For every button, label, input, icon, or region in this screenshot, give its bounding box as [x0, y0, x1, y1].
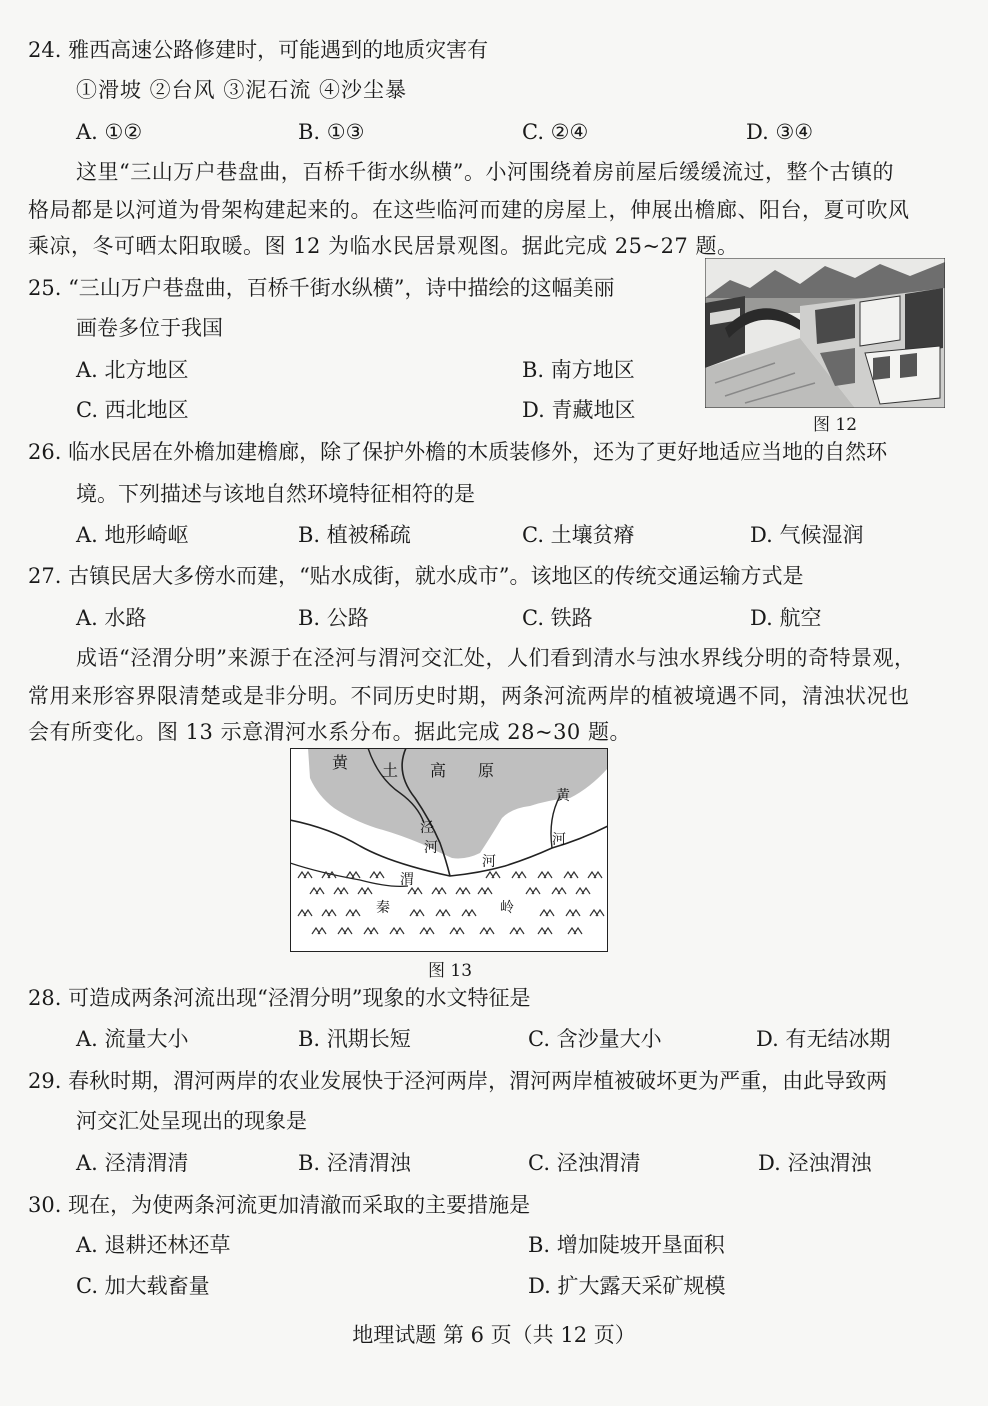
- q24-items: ①滑坡 ②台风 ③泥石流 ④沙尘暴: [76, 78, 408, 102]
- figure-12-riverside-houses-image: [705, 258, 945, 408]
- label-qin: 秦: [376, 900, 390, 916]
- label-wei-he: 河: [482, 854, 496, 870]
- q25-option-c[interactable]: C. 西北地区: [76, 398, 189, 422]
- q24-option-c[interactable]: C. ②④: [522, 120, 589, 144]
- q29-option-d[interactable]: D. 泾浊渭浊: [758, 1151, 872, 1175]
- q26-stem-line-1: 26. 临水民居在外檐加建檐廊，除了保护外檐的木质装修外，还为了更好地适应当地的自然环: [28, 440, 888, 464]
- q25-option-b[interactable]: B. 南方地区: [522, 358, 635, 382]
- passage2-line-1: 成语“泾渭分明”来源于在泾河与渭河交汇处，人们看到清水与浊水界线分明的奇特景观，: [76, 646, 916, 670]
- q25-option-a[interactable]: A. 北方地区: [76, 358, 189, 382]
- q29-stem-line-1: 29. 春秋时期，渭河两岸的农业发展快于泾河两岸，渭河两岸植被破坏更为严重，由此导致两: [28, 1069, 888, 1093]
- q26-option-b[interactable]: B. 植被稀疏: [298, 523, 411, 547]
- label-tu: 土: [382, 761, 399, 780]
- label-huang: 黄: [332, 753, 349, 772]
- figure-12-caption: 图 12: [813, 415, 858, 435]
- label-jing-he: 河: [424, 840, 438, 856]
- passage2-line-3: 会有所变化。图 13 示意渭河水系分布。据此完成 28~30 题。: [28, 720, 631, 744]
- q30-stem: 30. 现在，为使两条河流更加清澈而采取的主要措施是: [28, 1193, 531, 1217]
- label-huanghe-1: 黄: [556, 788, 570, 804]
- q24-option-a[interactable]: A. ①②: [76, 120, 143, 144]
- q27-stem: 27. 古镇民居大多傍水而建，“贴水成街，就水成市”。该地区的传统交通运输方式是: [28, 564, 804, 588]
- q28-option-b[interactable]: B. 汛期长短: [298, 1027, 411, 1051]
- q26-option-d[interactable]: D. 气候湿润: [750, 523, 864, 547]
- q24-option-b[interactable]: B. ①③: [298, 120, 365, 144]
- label-wei: 渭: [400, 872, 414, 888]
- figure-13-caption: 图 13: [428, 961, 473, 981]
- q25-stem-line-2: 画卷多位于我国: [76, 316, 223, 340]
- label-gao: 高: [430, 761, 447, 780]
- q29-option-b[interactable]: B. 泾清渭浊: [298, 1151, 411, 1175]
- q30-option-b[interactable]: B. 增加陡坡开垦面积: [528, 1233, 725, 1257]
- passage1-line-1: 这里“三山万户巷盘曲，百桥千街水纵横”。小河围绕着房前屋后缓缓流过，整个古镇的: [76, 160, 894, 184]
- q26-stem-line-2: 境。下列描述与该地自然环境特征相符的是: [76, 482, 475, 506]
- q24-option-d[interactable]: D. ③④: [746, 120, 814, 144]
- q24-stem: 24. 雅西高速公路修建时，可能遇到的地质灾害有: [28, 38, 489, 62]
- q27-option-b[interactable]: B. 公路: [298, 606, 369, 630]
- label-yuan: 原: [478, 761, 495, 780]
- passage1-line-3: 乘凉，冬可晒太阳取暖。图 12 为临水民居景观图。据此完成 25~27 题。: [28, 234, 739, 258]
- figure-13-wei-river-map: [290, 748, 608, 952]
- q27-option-d[interactable]: D. 航空: [750, 606, 822, 630]
- q30-option-d[interactable]: D. 扩大露天采矿规模: [528, 1274, 726, 1298]
- q27-option-a[interactable]: A. 水路: [76, 606, 147, 630]
- q28-option-c[interactable]: C. 含沙量大小: [528, 1027, 662, 1051]
- q25-stem-line-1: 25. “三山万户巷盘曲，百桥千街水纵横”，诗中描绘的这幅美丽: [28, 276, 615, 300]
- q28-stem: 28. 可造成两条河流出现“泾渭分明”现象的水文特征是: [28, 986, 531, 1010]
- passage2-line-2: 常用来形容界限清楚或是非分明。不同历史时期，两条河流两岸的植被境遇不同，清浊状况也: [28, 684, 910, 708]
- q28-option-d[interactable]: D. 有无结冰期: [756, 1027, 891, 1051]
- q29-option-c[interactable]: C. 泾浊渭清: [528, 1151, 641, 1175]
- q25-option-d[interactable]: D. 青藏地区: [522, 398, 636, 422]
- label-jing: 泾: [420, 820, 434, 836]
- q30-option-a[interactable]: A. 退耕还林还草: [76, 1233, 231, 1257]
- q29-stem-line-2: 河交汇处呈现出的现象是: [76, 1109, 307, 1133]
- label-huanghe-2: 河: [552, 832, 566, 848]
- passage1-line-2: 格局都是以河道为骨架构建起来的。在这些临河而建的房屋上，伸展出檐廊、阳台，夏可吹风: [28, 198, 910, 222]
- q26-option-c[interactable]: C. 土壤贫瘠: [522, 523, 635, 547]
- q28-option-a[interactable]: A. 流量大小: [76, 1027, 189, 1051]
- label-ling: 岭: [500, 900, 514, 916]
- q27-option-c[interactable]: C. 铁路: [522, 606, 593, 630]
- q26-option-a[interactable]: A. 地形崎岖: [76, 523, 189, 547]
- page-footer: 地理试题 第 6 页（共 12 页）: [352, 1323, 636, 1347]
- q30-option-c[interactable]: C. 加大载畜量: [76, 1274, 210, 1298]
- q29-option-a[interactable]: A. 泾清渭清: [76, 1151, 189, 1175]
